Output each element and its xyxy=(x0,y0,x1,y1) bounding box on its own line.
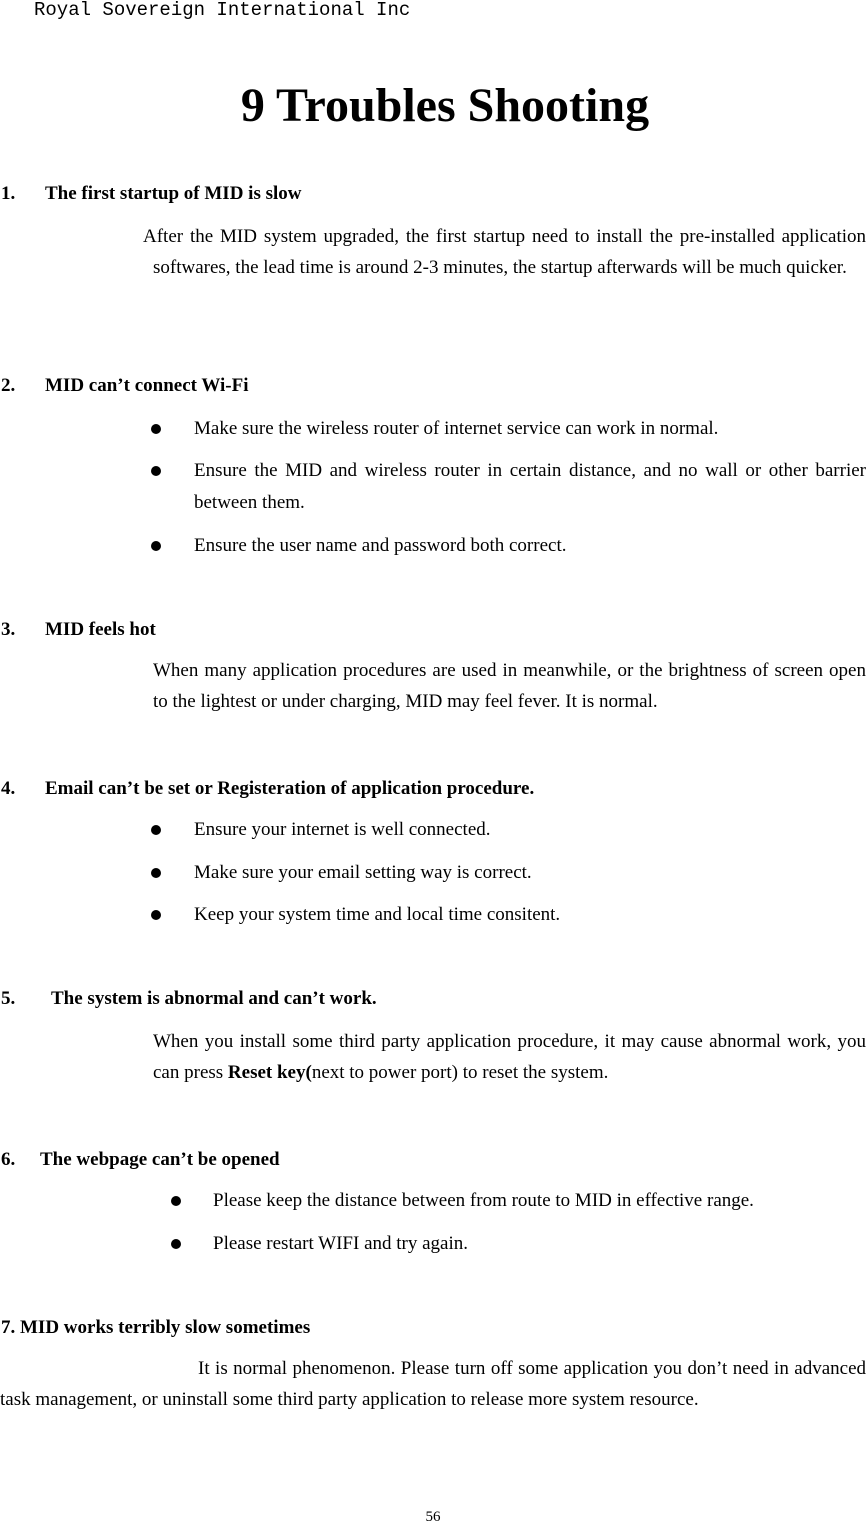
section-title: The first startup of MID is slow xyxy=(45,183,302,204)
section-number: 6. xyxy=(1,1149,16,1170)
section-title: MID feels hot xyxy=(45,619,156,640)
section-2-heading xyxy=(1,374,249,398)
section-title: The webpage can’t be opened xyxy=(40,1149,280,1170)
page-title: 9 Troubles Shooting xyxy=(240,79,650,132)
bullet-icon xyxy=(151,541,161,551)
section-7-paragraph: It is normal phenomenon. Please turn off some application you don’t need in advanced task management, or uninstall some third party application to release more system resource. xyxy=(0,1358,866,1410)
document-header: Royal Sovereign International Inc xyxy=(34,0,411,21)
section-3-heading xyxy=(1,618,156,642)
paragraph-text: When you install some third party application procedure, it may cause abnormal work, you can press xyxy=(153,1031,866,1083)
list-item-text: Ensure the MID and wireless router in certain distance, and no wall or other barrier between them. xyxy=(194,460,866,513)
section-6-heading xyxy=(1,1148,280,1172)
list-item-text: Please restart WIFI and try again. xyxy=(213,1233,469,1254)
list-item-text: Make sure the wireless router of internet service can work in normal. xyxy=(194,418,719,439)
section-4-heading xyxy=(1,777,534,801)
bullet-icon xyxy=(151,910,161,920)
list-item-text: Ensure the user name and password both correct. xyxy=(194,535,567,556)
bullet-icon xyxy=(151,424,161,434)
section-5-heading xyxy=(1,987,377,1011)
list-item-text: Ensure your internet is well connected. xyxy=(194,819,491,840)
section-title: Email can’t be set or Registeration of application procedure. xyxy=(45,778,535,799)
list-item-text: Please keep the distance between from route to MID in effective range. xyxy=(213,1190,754,1211)
bullet-icon xyxy=(151,825,161,835)
bullet-icon xyxy=(151,868,161,878)
section-1-paragraph: After the MID system upgraded, the first startup need to install the pre-installed application softwares, the lead time is around 2-3 minutes, the startup afterwards will be much quicker. xyxy=(143,226,866,278)
section-7-heading: 7. MID works terribly slow sometimes xyxy=(1,1317,311,1338)
section-title: MID can’t connect Wi-Fi xyxy=(45,375,249,396)
bullet-icon xyxy=(171,1196,181,1206)
list-item-text: Keep your system time and local time consitent. xyxy=(194,904,561,925)
section-number: 3. xyxy=(1,619,16,640)
section-5-paragraph xyxy=(153,1026,866,1088)
section-number: 2. xyxy=(1,375,16,396)
section-number: 1. xyxy=(1,183,16,204)
section-title: The system is abnormal and can’t work. xyxy=(51,988,377,1009)
section-number: 5. xyxy=(1,988,16,1009)
section-number: 4. xyxy=(1,778,16,799)
paragraph-text: next to power port) to reset the system. xyxy=(311,1062,609,1083)
page-number: 56 xyxy=(425,1509,441,1525)
reset-key-label: Reset key( xyxy=(227,1062,312,1083)
list-item-text: Make sure your email setting way is correct. xyxy=(194,862,532,883)
bullet-icon xyxy=(151,466,161,476)
bullet-icon xyxy=(171,1239,181,1249)
section-1-heading xyxy=(1,182,302,206)
section-3-paragraph: When many application procedures are used in meanwhile, or the brightness of screen open to the lightest or under charging, MID may feel fever. It is normal. xyxy=(153,660,866,712)
